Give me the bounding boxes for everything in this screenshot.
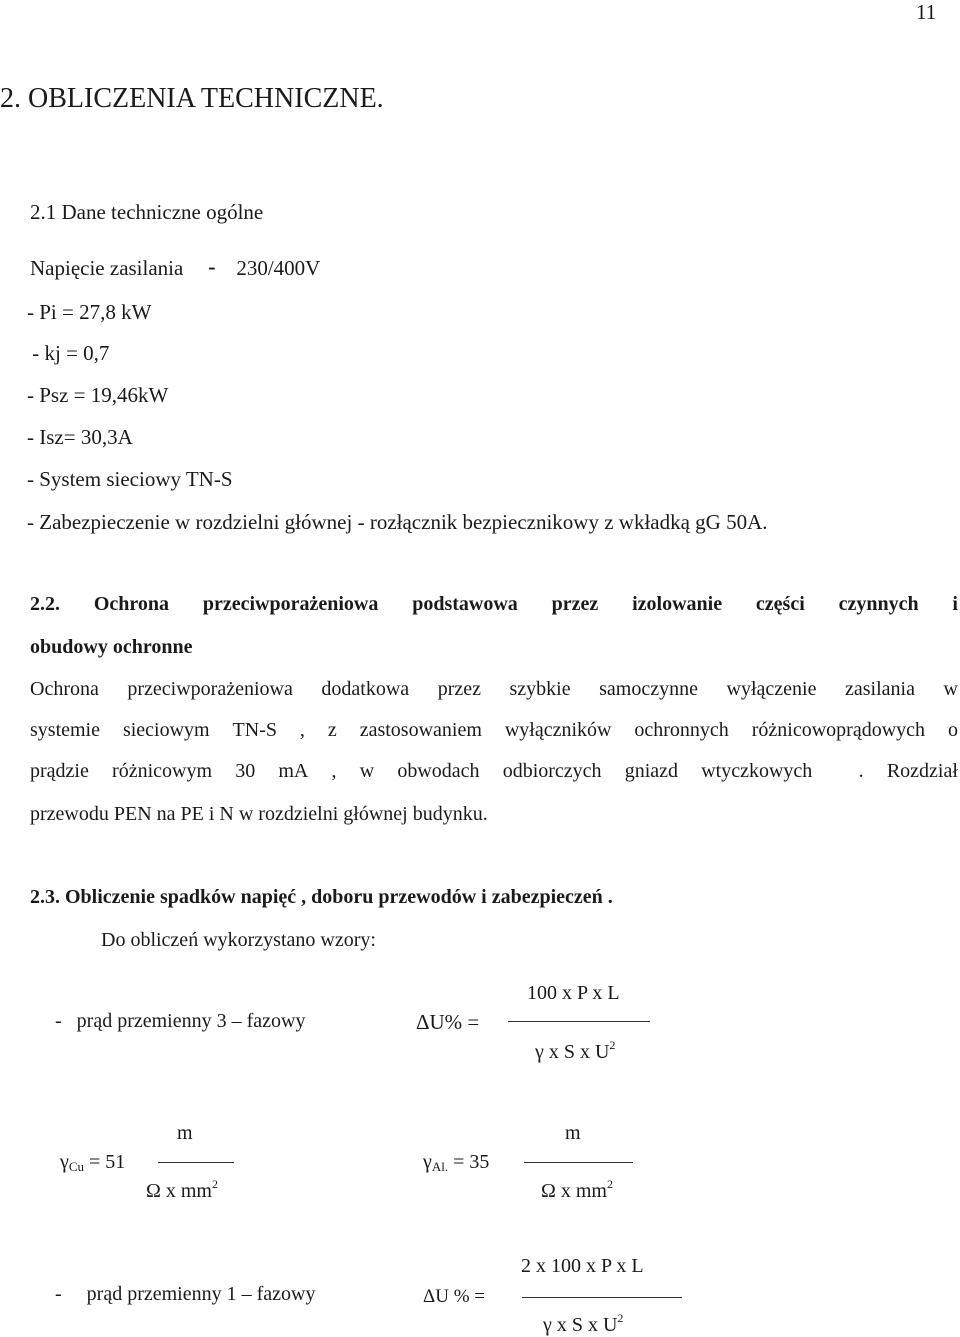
supply-voltage-dash: -	[207, 254, 216, 281]
formula-3phase-lhs: ΔU% =	[416, 1010, 480, 1034]
paragraph-line-last: przewodu PEN na PE i N w rozdzielni głównej budynku.	[30, 803, 488, 825]
page-number: 11	[916, 0, 937, 24]
fraction-bar	[522, 1297, 682, 1298]
word: z	[327, 719, 337, 741]
word: przez	[437, 678, 481, 700]
data-item: - Isz= 30,3A	[27, 425, 133, 449]
word: sieciowym	[122, 719, 210, 741]
fraction-bar	[524, 1162, 633, 1163]
gamma-cu-denominator	[146, 1177, 218, 1203]
gamma-cu-value: = 51	[89, 1151, 126, 1173]
word: odbiorczych	[502, 760, 602, 782]
word: różnicowym	[112, 760, 213, 782]
gamma-symbol: γ	[423, 1151, 432, 1173]
supply-voltage-row	[30, 254, 320, 282]
paragraph-line	[30, 719, 958, 742]
data-item: - Pi = 27,8 kW	[27, 300, 152, 324]
formula-1phase-lhs: ΔU % =	[423, 1286, 485, 1307]
word: mA	[278, 760, 309, 782]
formula-1phase-label: - prąd przemienny 1 – fazowy	[55, 1283, 316, 1305]
formula-3phase-denominator	[535, 1038, 615, 1064]
title-word: przeciwporażeniowa	[202, 593, 379, 615]
gamma-subscript: Al.	[431, 1159, 449, 1174]
word: gniazd	[624, 760, 679, 782]
fraction-bar	[508, 1021, 650, 1022]
section-heading: 2. OBLICZENIA TECHNICZNE.	[0, 83, 384, 114]
denominator-text: Ω x mm	[541, 1180, 607, 1202]
word: 30	[235, 760, 256, 782]
word: .	[858, 760, 864, 782]
gamma-al-value: = 35	[453, 1151, 490, 1173]
gamma-al-denominator	[541, 1177, 613, 1203]
title-word: czynnych	[838, 593, 919, 615]
data-item: - kj = 0,7	[27, 341, 110, 365]
word: różnicowoprądowych	[751, 719, 926, 741]
word: ,	[331, 760, 337, 782]
formulas-intro: Do obliczeń wykorzystano wzory:	[101, 929, 376, 951]
word: wtyczkowych	[701, 760, 813, 782]
gamma-symbol: γ	[60, 1151, 69, 1173]
word: w	[943, 678, 958, 700]
word: dodatkowa	[321, 678, 410, 700]
title-word: części	[755, 593, 805, 615]
word: systemie	[30, 719, 100, 741]
title-word: izolowanie	[632, 593, 723, 615]
word: Ochrona	[30, 678, 99, 700]
word: przeciwporażeniowa	[127, 678, 293, 700]
gamma-al-expression	[423, 1151, 489, 1175]
word: szybkie	[509, 678, 571, 700]
word: ochronnych	[634, 719, 729, 741]
subsection-title-2-3: 2.3. Obliczenie spadków napięć , doboru przewodów i zabezpieczeń .	[30, 886, 613, 908]
word: wyłączników	[504, 719, 612, 741]
title-word: przez	[551, 593, 599, 615]
data-item: - Psz = 19,46kW	[27, 383, 169, 407]
subsection-title-2-1: 2.1 Dane techniczne ogólne	[30, 200, 264, 224]
word: wyłączenie	[726, 678, 817, 700]
formula-1phase-numerator: 2 x 100 x P x L	[521, 1255, 644, 1277]
word: ,	[299, 719, 305, 741]
title-word: i	[952, 593, 958, 615]
formula-1phase-denominator	[543, 1311, 623, 1337]
word: TN-S	[232, 719, 277, 741]
formula-3phase-numerator: 100 x P x L	[527, 982, 620, 1004]
subsection-title-2-2	[30, 593, 958, 616]
paragraph-line	[30, 760, 958, 783]
gamma-cu-numerator: m	[177, 1122, 193, 1144]
protection-item: - Zabezpieczenie w rozdzielni głównej - rozłącznik bezpiecznikowy z wkładką gG 50A.	[27, 510, 768, 534]
title-word: 2.2.	[30, 593, 60, 615]
supply-voltage-value: 230/400V	[236, 256, 321, 280]
exponent: 2	[609, 1038, 616, 1052]
word: obwodach	[397, 760, 480, 782]
exponent: 2	[606, 1177, 613, 1191]
word: prądzie	[30, 760, 89, 782]
denominator-text: γ x S x U	[543, 1314, 618, 1336]
word: w	[359, 760, 375, 782]
gamma-al-numerator: m	[565, 1122, 581, 1144]
formula-3phase-label: - prąd przemienny 3 – fazowy	[55, 1010, 306, 1032]
paragraph-line	[30, 678, 958, 701]
word: samoczynne	[599, 678, 698, 700]
title-word: Ochrona	[93, 593, 170, 615]
word: Rozdział	[886, 760, 958, 782]
data-item: - System sieciowy TN-S	[27, 467, 233, 491]
supply-voltage-label: Napięcie zasilania	[30, 256, 184, 280]
subsection-title-2-2-cont: obudowy ochronne	[30, 636, 193, 658]
denominator-text: Ω x mm	[146, 1180, 212, 1202]
exponent: 2	[617, 1311, 624, 1325]
gamma-cu-expression	[60, 1151, 125, 1175]
denominator-text: γ x S x U	[535, 1041, 610, 1063]
gamma-subscript: Cu	[68, 1159, 85, 1174]
exponent: 2	[211, 1177, 218, 1191]
fraction-bar	[158, 1162, 234, 1163]
title-word: podstawowa	[412, 593, 518, 615]
word: zastosowaniem	[359, 719, 482, 741]
word: zasilania	[845, 678, 915, 700]
word: o	[947, 719, 958, 741]
